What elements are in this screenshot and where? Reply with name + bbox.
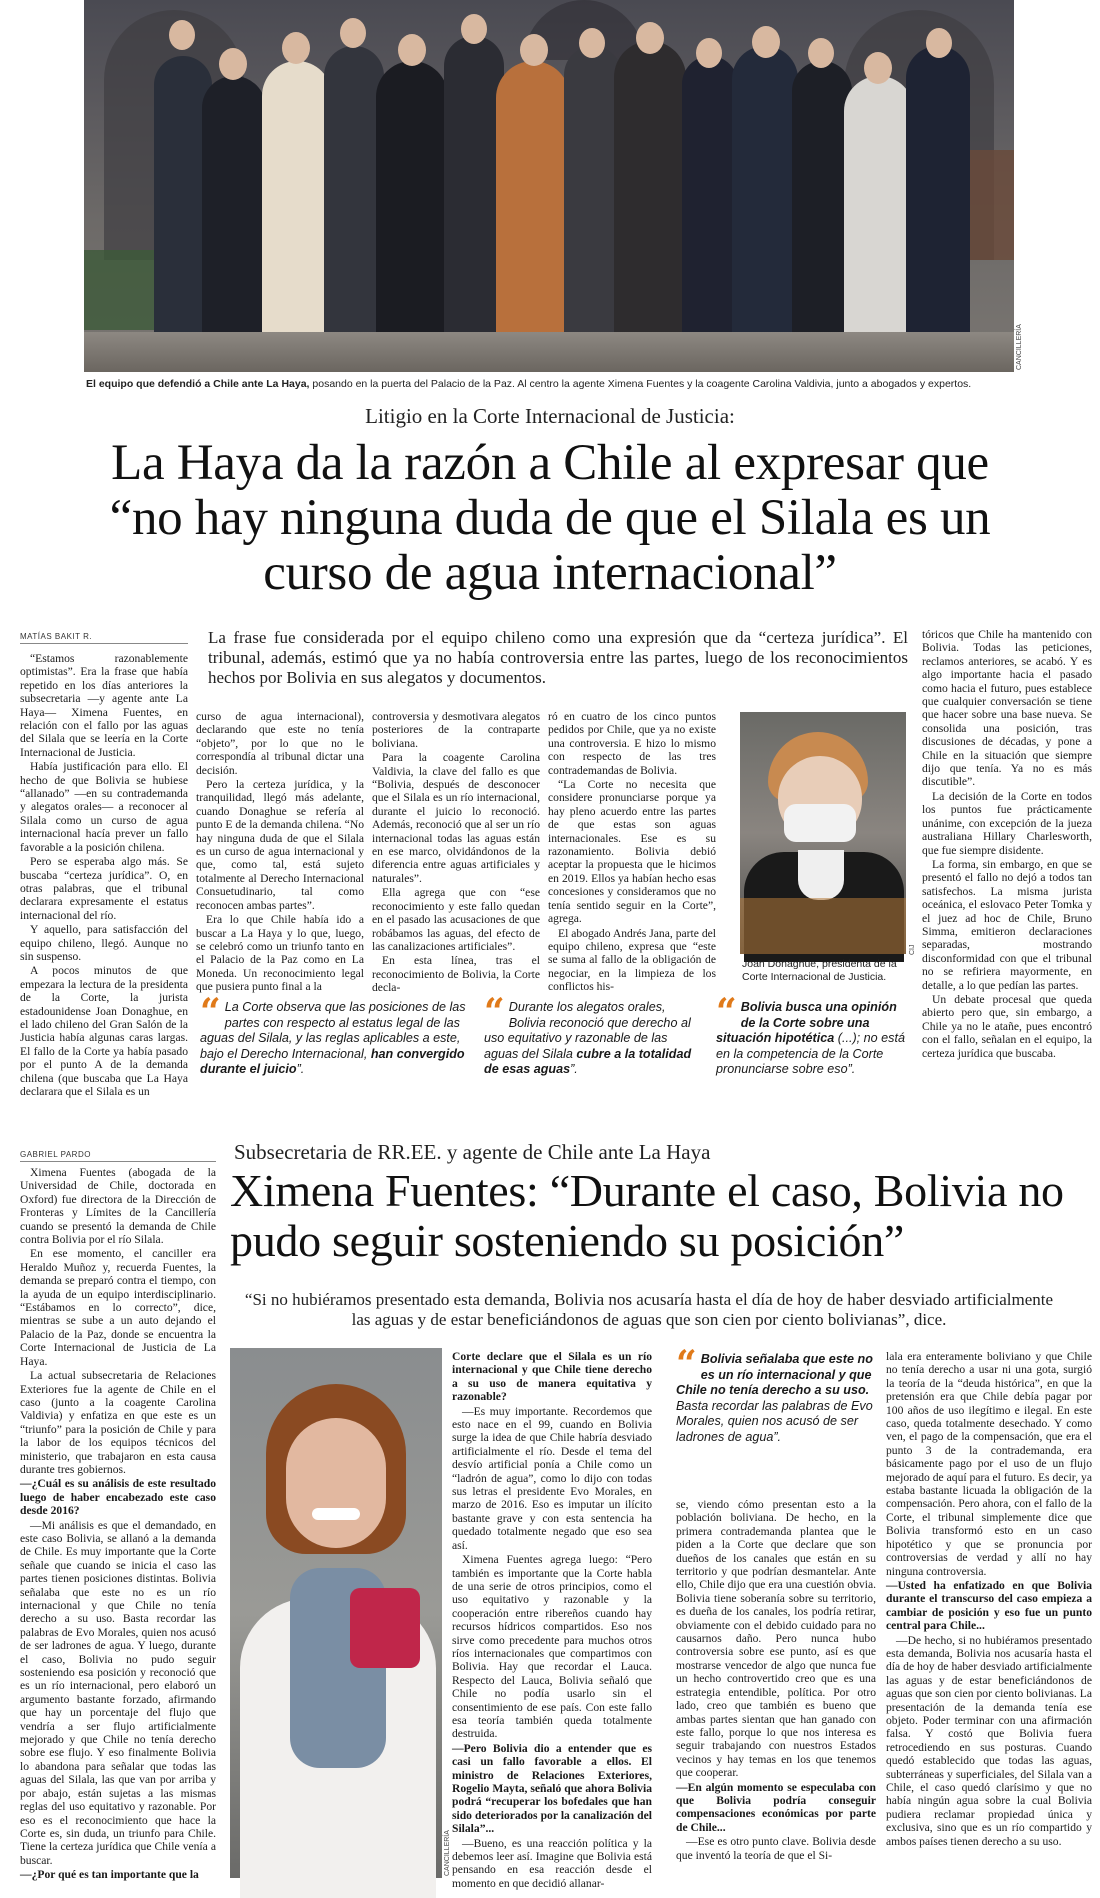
paragraph: A pocos minutos de que empezara la lectura de la presidenta de la Corte, la jurista estadounidense Joan Donaghue, en el lado chileno del Gran Salón de la Justicia había algunas caras largas. El fallo de la Corte ya había pasado por el punto A de la demanda chilena (que buscaba que La Haya declarara que el Silala es un <box>20 964 188 1098</box>
paragraph: La forma, sin embargo, en que se presentó el fallo no dejó a todos tan satisfechos. La misma jurista oceánica, el eslovaco Peter Tomka y el juez ad hoc de Chile, Bruno Simma, emitieron declaraciones separadas, mostrando disconformidad con que el tribunal no se refiriera mayormente, en detalle, a lo que pedían las partes. <box>922 857 1092 992</box>
photo-credit: CANCILLERÍA <box>1016 324 1023 370</box>
pull-quote-3 <box>716 991 912 1078</box>
paragraph: Había justificación para ello. El hecho de que Bolivia se hubiese “allanado” —en su contrademanda y alegatos orales— a reconocer al Silala como un curso de agua internacional hacía prever un fallo favorable a la posición chilena. <box>20 760 188 854</box>
article1-column-4 <box>548 710 716 1010</box>
article2-column-4 <box>886 1350 1092 1878</box>
article1-headline <box>20 436 1080 601</box>
paragraph: Pero se esperaba algo más. Se buscaba “certeza jurídica”. O, en otras palabras, que el tribunal declarara expresamente el estatus internacional del río. <box>20 855 188 922</box>
paragraph: Ximena Fuentes agrega luego: “Pero también es importante que la Corte habla de una serie de otros principios, como el uso equitativo y razonable y la cooperación entre ribereños cuando hay recursos hídricos compartidos. Eso nos sirve como precedente para muchos otros ríos internacionales que compartimos con Bolivia. Hay que recordar el Lauca. Respecto del Lauca, Bolivia señaló que Chile no podía usarlo sin el consentimiento de ese país. Con este fallo esa teoría también queda totalmente destruida. <box>452 1553 652 1741</box>
judge-portrait <box>740 712 906 954</box>
fuentes-photo-credit: CANCILLERÍA <box>444 1830 451 1876</box>
headline-line-3: curso de agua internacional” <box>263 545 837 601</box>
article1-column-2 <box>196 710 364 1010</box>
quote-mark-icon: “ <box>716 991 737 1033</box>
pull-quote-fuentes <box>676 1343 876 1445</box>
paragraph: Pero la certeza jurídica, y la tranquilidad, llegó más adelante, cuando Donaghue se refería al punto E de la demanda chilena. “No hay ninguna duda de que el Silala es un curso de agua internacional y que, como tal, está sujeto totalmente al Derecho Internacional Consuetudinario, tal como reconocen ambas partes”. <box>196 778 364 912</box>
article1-column-5 <box>922 628 1092 1098</box>
paragraph: La actual subsecretaria de Relaciones Exteriores fue la agente de Chile en el caso (junto a la coagente Carolina Valdivia) y enfatiza en que este es un “triunfo” para la posición de Chile y para la labor de los equipos técnicos del ministerio, que trabajaron en esta causa durante tres gobiernos. <box>20 1369 216 1476</box>
pull-quote-1 <box>200 991 470 1078</box>
quote-text: Basta recordar las palabras de Evo Morales, quien nos acusó de ser ladrones de agua”. <box>676 1398 873 1444</box>
team-photo <box>84 0 1014 372</box>
article1-byline: MATÍAS BAKIT R. <box>20 632 188 644</box>
quote-bold: cubre a la totalidad de esas aguas <box>484 1046 692 1076</box>
quote-text: Durante los alegatos orales, Bolivia reconoció que derecho al uso equitativo y razonable de las aguas del Silala <box>484 1000 691 1061</box>
interview-question: Corte declare que el Silala es un río internacional y que Chile tiene derecho a su uso de manera equitativa y razonable? <box>452 1350 652 1404</box>
headline-line-2: pudo seguir sosteniendo su posición” <box>230 1215 905 1266</box>
article2-column-1 <box>20 1166 216 1882</box>
paragraph: “Estamos razonablemente optimistas”. Era la frase que había repetido en los días anteriores la subsecretaria —y agente ante La Haya— Ximena Fuentes, en relación con el fallo por las aguas del Silala que se leería en la Corte Internacional de Justicia. <box>20 652 188 759</box>
interview-question: —Pero Bolivia dio a entender que es casi un fallo favorable a ellos. El ministro de Relaciones Exteriores, Rogelio Mayta, señaló que ahora Bolivia podrá “recuperar los bofedales que han sido deteriorados por la canalización del Silala”... <box>452 1741 652 1836</box>
article1-kicker: Litigio en la Corte Internacional de Justicia: <box>365 404 735 428</box>
paragraph: se, viendo cómo presentan esto a la población boliviana. De hecho, en la primera contrademanda plantea que le piden a la Corte que declare que son dueños de los canales que están en su territorio y que podrían desmantelar. Ante ello, Chile dijo que era una cuestión obvia. Bolivia tiene soberanía sobre su territorio, es dueña de los canales, los podría retirar, obviamente con el debido cuidado para no causarnos daño. Pero nunca hubo controversia sobre ese punto, así es que mostrarse vencedor de algo que nunca fue un hecho controvertido creo que es una estrategia entendible, política. Por otro lado, creo que también es bueno que ambas partes sientan que han ganado con este fallo, porque lo que nos interesa es seguir trabajando con nuestros Estados vecinos y hay temas en los que tenemos que cooperar. <box>676 1498 876 1780</box>
article2-column-2 <box>452 1350 652 1890</box>
paragraph: ró en cuatro de los cinco puntos pedidos por Chile, que ya no existe una controversia. E hizo lo mismo con respecto de las tres contrademandas de Bolivia. <box>548 710 716 777</box>
paragraph: lala era enteramente boliviano y que Chile no tenía derecho a usar ni una gota, surgió la teoría de la “deuda histórica”, en que la pretensión era que Chile debía pagar por 100 años de uso ilegítimo e ilegal. En este caso, queda totalmente desechado. Y como ven, el pago de la compensación, que era el punto 3 de la contrademanda, era básicamente pago por el uso de un flujo mejorado de aquí para el futuro. Es decir, ya estaba bastante licuada la obligación de la compensación. Pero ahora, con el fallo de la Corte, el tribunal simplemente dice que Bolivia transformó esto en un caso hipotético y que se pronuncia por controversias de verdad y allí no hay ninguna controversia. <box>886 1350 1092 1578</box>
pull-quote-2 <box>484 991 704 1078</box>
paragraph: controversia y desmotivara alegatos posteriores de la contraparte boliviana. <box>372 710 540 750</box>
paragraph: —Ese es otro punto clave. Bolivia desde que inventó la teoría de que el Si- <box>676 1835 876 1862</box>
paragraph: Ximena Fuentes (abogada de la Universidad de Chile, doctorada en Oxford) fue directora de la Dirección de Fronteras y Límites de la Cancillería cuando se presentó la demanda de Chile contra Bolivia por el río Silala. <box>20 1166 216 1247</box>
caption-bold: El equipo que defendió a Chile ante La Haya, <box>86 378 310 390</box>
quote-text: (...); no está en la competencia de la Corte pronunciarse sobre eso”. <box>716 1031 905 1076</box>
caption-text: posando en la puerta del Palacio de la Paz. Al centro la agente Ximena Fuentes y la coagente Carolina Valdivia, junto a abogados y expertos. <box>309 378 972 390</box>
quote-end: ”. <box>296 1062 305 1076</box>
quote-bold: Bolivia señalaba que este no es un río internacional y que Chile no tenía derecho a su uso. <box>676 1352 873 1397</box>
article1-column-1 <box>20 652 188 1098</box>
paragraph: “La Corte no necesita que considere pronunciarse porque ya hay pleno acuerdo entre las partes de que estas son aguas internacionales. Ese es su razonamiento. Bolivia debió aceptar la propuesta que le hicimos en 2019. Ellos ya habían hecho esas concesiones y consideramos que no tenía sentido seguir en la Corte”, agrega. <box>548 778 716 926</box>
paragraph: —Bueno, es una reacción política y la debemos leer así. Imagine que Bolivia está pensando en esa reacción desde el momento en que decidió allanar- <box>452 1836 652 1890</box>
interview-question: —¿Cuál es su análisis de este resultado luego de haber encabezado este caso desde 2016? <box>20 1477 216 1518</box>
interview-question: —¿Por qué es tan importante que la <box>20 1868 199 1882</box>
quote-mark-icon: “ <box>484 991 505 1033</box>
article1-column-3 <box>372 710 540 1010</box>
quote-text: La Corte observa que las posiciones de las partes con respecto al estatus legal de las aguas del Silala, y las reglas aplicables a este, bajo el Derecho Internacional, <box>200 1000 466 1061</box>
paragraph: tóricos que Chile ha mantenido con Bolivia. Todas las peticiones, reclamos anteriores, se acabó. Y es algo importante hacia el pasado como hacia el futuro, pues establece que cualquier conversación se tiene que hacer sobre una base nueva. Se consolida una posición, tras discusiones de décadas, y pone a Chile en la situación que siempre dijo que tenía. Ya no es más discutible”. <box>922 628 1092 789</box>
paragraph: —Es muy importante. Recordemos que esto nace en el 99, cuando en Bolivia surge la idea de que Chile habría desviado artificialmente el río. Desde el tema del desvío artificial ponía a Chile como un “ladrón de agua”, como lo dijo con todas sus letras el presidente Evo Morales, en marzo de 2016. Eso es imputar un ilícito bastante grave y con esta sentencia ha quedado totalmente negado que eso sea así. <box>452 1404 652 1552</box>
paragraph: —De hecho, si no hubiéramos presentado esta demanda, Bolivia nos acusaría hasta el día de hoy de haber desviado artificialmente las aguas y de estar beneficiándonos de aguas que son cien por ciento bolivianas. La presentación de la demanda tenía ese objeto. Poder terminar con una afirmación falsa. Y costó que Bolivia fuera retrocediendo en sus posturas. Cuando quedó establecido que todas las aguas, subterráneas y superficiales, del Silala van a Chile, el caso quedó clarísimo y que no había ningún agua sobre la cual Bolivia pudiera reclamar propiedad única y exclusiva, sino que es un río compartido y ambos países tienen derecho a su uso. <box>886 1633 1092 1848</box>
paragraph: La decisión de la Corte en todos los puntos fue prácticamente unánime, con excepción de la jueza australiana Hillary Charlesworth, que fue siempre disidente. <box>922 789 1092 857</box>
paragraph: Para la coagente Carolina Valdivia, la clave del fallo es que “Bolivia, después de desconocer que el Silala es un río internacional, durante el juicio lo reconoció. Además, reconoció que al ser un río internacional todas las aguas están en ese marco, olvidándonos de la diferencia entre aguas artificiales y naturales”. <box>372 751 540 885</box>
paragraph: En esta línea, tras el reconocimiento de Bolivia, la Corte decla- <box>372 954 540 995</box>
paragraph: Ella agrega que con “ese reconocimiento y este fallo quedan en el pasado las acusaciones de que robábamos las aguas, del efecto de las canalizaciones artificiales”. <box>372 886 540 953</box>
quote-bold: Bolivia busca una opinión de la Corte sobre una situación hipotética <box>716 1000 897 1045</box>
headline-line-1: La Haya da la razón a Chile al expresar que <box>111 435 989 491</box>
paragraph: Un debate procesal que queda abierto pero que, sin embargo, a Chile ya no le atañe, pues encontró con el fallo, señalan en el equipo, la certeza jurídica que buscaba. <box>922 992 1092 1060</box>
paragraph: Era lo que Chile había ido a buscar a La Haya y lo que, luego, se celebró como un triunfo tanto en el Palacio de la Paz como en La Moneda. Un reconocimiento legal que pusiera punto final a la <box>196 913 364 994</box>
article2-lead: “Si no hubiéramos presentado esta demanda, Bolivia nos acusaría hasta el día de hoy de haber desviado artificialmente las aguas y de estar beneficiándonos de aguas que son cien por ciento bolivianas”, dice. <box>244 1290 1054 1329</box>
fuentes-portrait <box>230 1348 442 1878</box>
paragraph: —Mi análisis es que el demandado, en este caso Bolivia, se allanó a la demanda de Chile. Es muy importante que la Corte señale que cuando se inicia el caso las partes tienen posiciones distintas. Bolivia señalaba que este no es un río internacional y que Chile no tenía derecho a su uso. Basta recordar las palabras de Evo Morales, quien nos acusó de ser ladrones de agua. Y luego, durante el caso, Bolivia no pudo seguir sosteniendo esa posición y reconoció que es un río internacional, pero elaboró un argumento bastante forzado, afirmando que hay un porcentaje del flujo que vendría a ser flujo artificialmente mejorado y que Chile no tenía derecho sobre ese flujo. Y eso finalmente Bolivia lo abandona para señalar que todas las aguas del Silala, las que van por arriba y por abajo, están sujetas a las mismas reglas del uso equitativo y razonable. Por eso es el reconocimiento que hace la Corte es, sin duda, un triunfo para Chile. Tiene la certeza jurídica que Chile venía a buscar. <box>20 1518 216 1867</box>
quote-end: ”. <box>570 1062 578 1076</box>
article2-byline: GABRIEL PARDO <box>20 1150 216 1162</box>
portrait-credit: CIJ <box>909 944 916 955</box>
quote-mark-icon: “ <box>200 991 221 1033</box>
article2-kicker: Subsecretaria de RR.EE. y agente de Chile ante La Haya <box>234 1140 711 1164</box>
quote-mark-icon: “ <box>676 1343 697 1385</box>
interview-question: —Usted ha enfatizado en que Bolivia durante el transcurso del caso empieza a cambiar de posición y eso fue un punto central para Chile... <box>886 1578 1092 1633</box>
paragraph: El abogado Andrés Jana, parte del equipo chileno, expresa que “este se suma al fallo de la obligación de negociar, en la limpieza de los conflictos his- <box>548 926 716 994</box>
portrait-caption: Joan Donaghue, presidenta de la Corte Internacional de Justicia. <box>742 958 897 983</box>
headline-line-1: Ximena Fuentes: “Durante el caso, Bolivia no <box>230 1165 1064 1216</box>
headline-line-2: “no hay ninguna duda de que el Silala es un <box>109 490 991 546</box>
article2-headline <box>230 1166 1090 1266</box>
quote-bold: han convergido durante el juicio <box>200 1046 465 1076</box>
paragraph: curso de agua internacional), declarando que este no tenía “objeto”, por lo que no le correspondía al tribunal dictar una decisión. <box>196 710 364 777</box>
photo-caption <box>86 378 1046 391</box>
interview-question: —En algún momento se especulaba con que Bolivia podría conseguir compensaciones económicas por parte de Chile... <box>676 1780 876 1834</box>
article1-lead: La frase fue considerada por el equipo chileno como una expresión que da “certeza jurídica”. El tribunal, además, estimó que ya no había controversia entre las partes, luego de los reconocimientos hechos por Bolivia en sus alegatos y documentos. <box>208 628 908 687</box>
article2-column-3 <box>676 1498 876 1878</box>
paragraph: Y aquello, para satisfacción del equipo chileno, llegó. Aunque no sin suspenso. <box>20 923 188 963</box>
paragraph: En ese momento, el canciller era Heraldo Muñoz y, recuerda Fuentes, la demanda se preparó contra el tiempo, con la ayuda de un equipo interdisciplinario. “Estábamos en lo correcto”, dice, mientras se sube a un auto dejando el Palacio de la Paz, donde se encuentra la Corte Internacional de Justicia de La Haya. <box>20 1247 216 1368</box>
